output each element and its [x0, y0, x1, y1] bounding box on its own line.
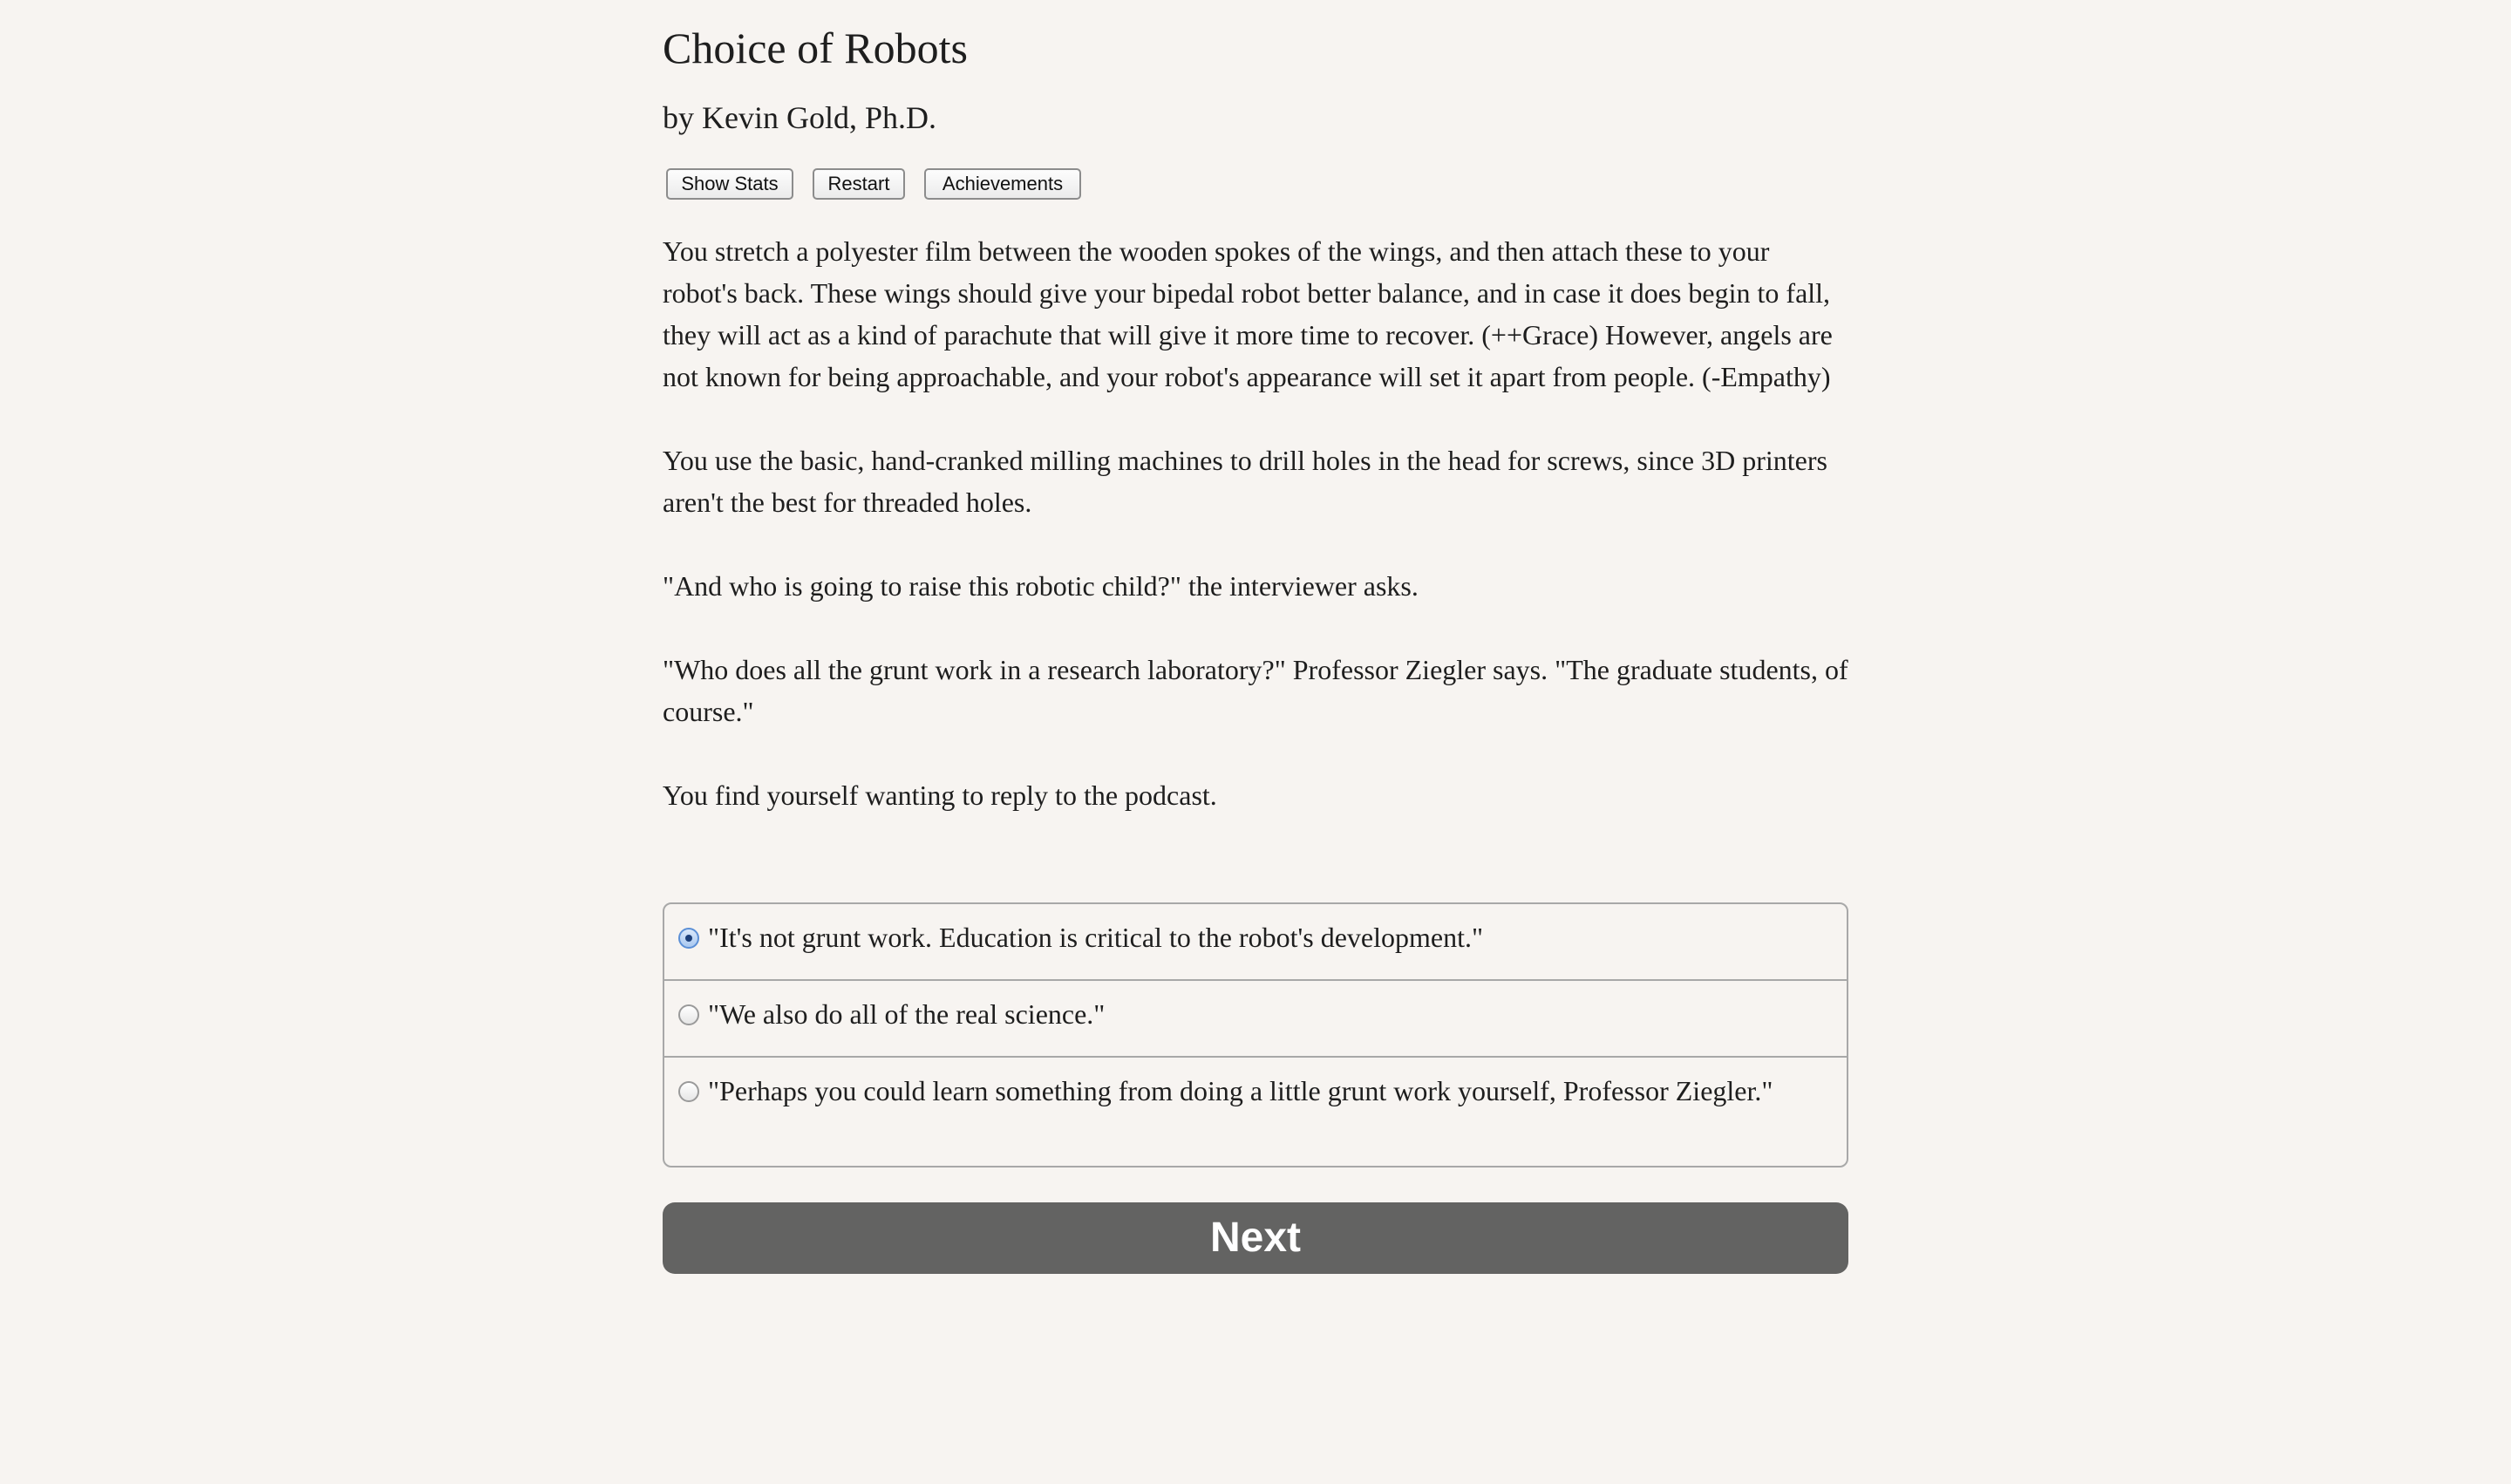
next-button[interactable]: Next — [663, 1202, 1848, 1274]
story-paragraph: "Who does all the grunt work in a research laboratory?" Professor Ziegler says. "The graduate students, of course." — [663, 654, 1848, 727]
show-stats-button[interactable]: Show Stats — [666, 168, 793, 200]
story-paragraph: You use the basic, hand-cranked milling machines to drill holes in the head for screws, since 3D printers aren't the best for threaded holes. — [663, 445, 1827, 518]
radio-selected-icon[interactable] — [678, 928, 699, 949]
choice-option-1[interactable] — [664, 904, 1847, 981]
author-byline: by Kevin Gold, Ph.D. — [663, 100, 936, 135]
choice-list — [663, 902, 1848, 1167]
achievements-button[interactable]: Achievements — [924, 168, 1081, 200]
restart-button[interactable]: Restart — [813, 168, 905, 200]
choice-option-3[interactable] — [664, 1058, 1847, 1166]
choice-label: "Perhaps you could learn something from doing a little grunt work yourself, Professor Ziegler." — [708, 1075, 1773, 1106]
choice-label: "We also do all of the real science." — [708, 998, 1106, 1030]
choice-label: "It's not grunt work. Education is critical to the robot's development." — [708, 922, 1484, 953]
game-title: Choice of Robots — [663, 24, 968, 72]
story-paragraph: You find yourself wanting to reply to the podcast. — [663, 779, 1217, 811]
radio-unselected-icon[interactable] — [678, 1081, 699, 1102]
radio-unselected-icon[interactable] — [678, 1004, 699, 1025]
story-text — [663, 230, 1848, 858]
story-paragraph: You stretch a polyester film between the wooden spokes of the wings, and then attach these to your robot's back. These wings should give your bipedal robot better balance, and in case it does begin to fall, they will act as a kind of parachute that will give it more time to recover. (++Grace) However, angels are not known for being approachable, and your robot's appearance will set it apart from people. (-Empathy) — [663, 235, 1833, 392]
story-paragraph: "And who is going to raise this robotic child?" the interviewer asks. — [663, 570, 1419, 602]
choice-option-2[interactable] — [664, 981, 1847, 1058]
